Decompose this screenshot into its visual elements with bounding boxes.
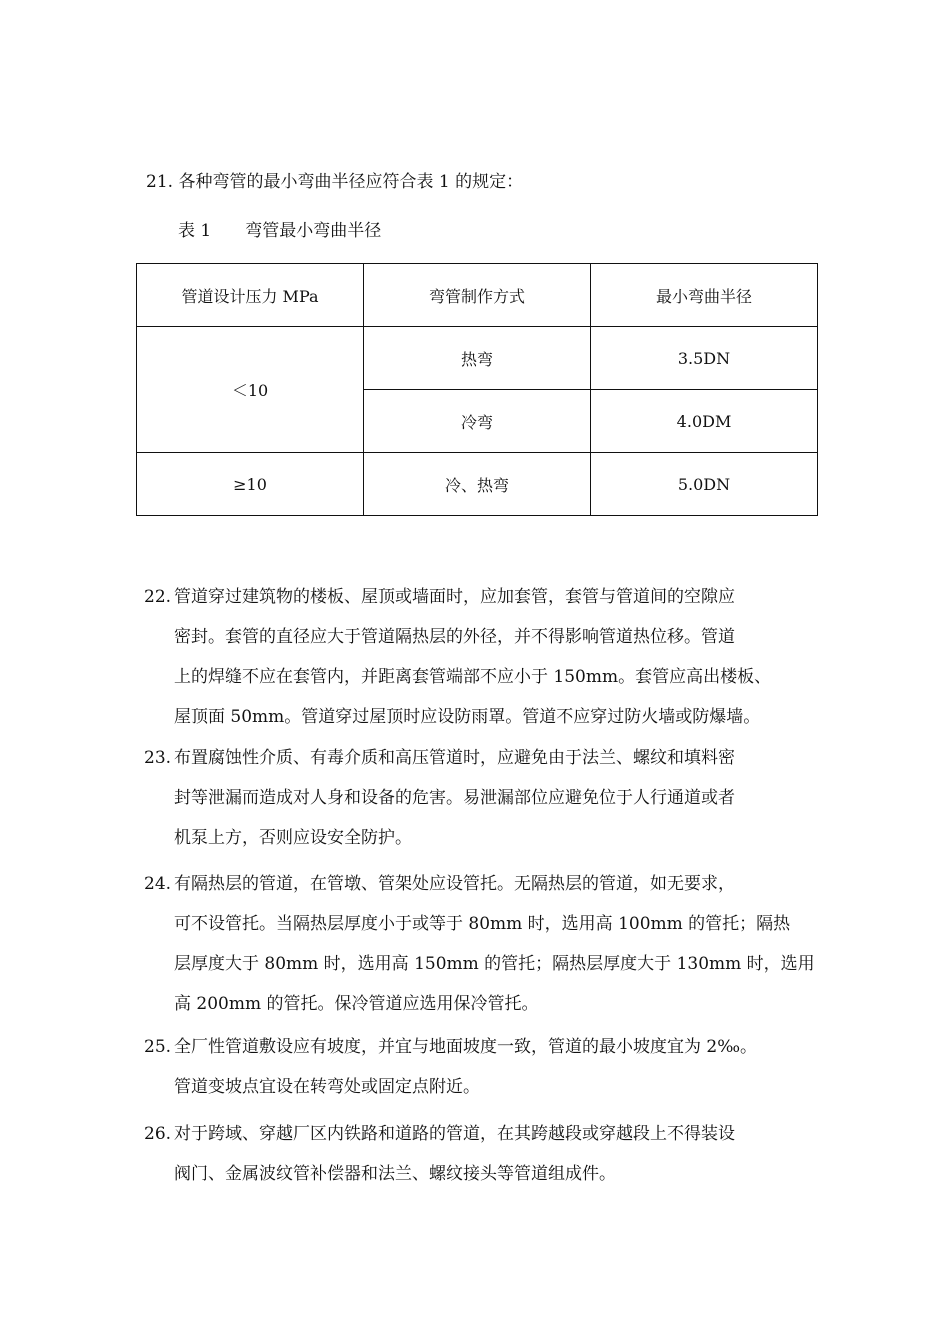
pressure-cell: ≥10 [137,453,364,516]
paragraph-number: 25. [144,1037,172,1057]
paragraph-line: 阀门、金属波纹管补偿器和法兰、螺纹接头等管道组成件。 [174,1164,616,1184]
paragraph-line: 全厂性管道敷设应有坡度，并宜与地面坡度一致，管道的最小坡度宜为 2‰。 [174,1037,758,1057]
pressure-cell: ＜10 [137,327,364,453]
radius-cell: 4.0DM [591,390,818,453]
method-cell: 热弯 [364,327,591,390]
paragraph-line: 管道变坡点宜设在转弯处或固定点附近。 [174,1077,480,1097]
paragraph-line: 层厚度大于 80mm 时，选用高 150mm 的管托；隔热层厚度大于 130mm 时，选用 [174,954,815,974]
radius-cell: 3.5DN [591,327,818,390]
table-caption-label: 表 1 [178,221,212,241]
item-21 [146,170,523,194]
header-pressure: 管道设计压力 MPa [137,264,364,327]
paragraph-line: 封等泄漏而造成对人身和设备的危害。易泄漏部位应避免位于人行通道或者 [174,788,735,808]
header-method: 弯管制作方式 [364,264,591,327]
paragraph-line: 管道穿过建筑物的楼板、屋顶或墙面时，应加套管，套管与管道间的空隙应 [174,587,735,607]
table-caption [178,219,381,243]
paragraph-25 [144,1027,814,1107]
table-caption-title: 弯管最小弯曲半径 [245,221,382,241]
paragraph-line: 屋顶面 50mm。管道穿过屋顶时应设防雨罩。管道不应穿过防火墙或防爆墙。 [174,707,761,727]
paragraph-number: 26. [144,1124,172,1144]
item-number: 21. [146,172,174,192]
item-text: 各种弯管的最小弯曲半径应符合表 1 的规定： [178,172,524,192]
paragraph-line: 机泵上方，否则应设安全防护。 [174,828,412,848]
paragraph-line: 对于跨域、穿越厂区内铁路和道路的管道，在其跨越段或穿越段上不得装设 [174,1124,735,1144]
bend-radius-table [136,263,818,516]
table-header-row [137,264,818,327]
paragraph-number: 23. [144,748,172,768]
header-radius: 最小弯曲半径 [591,264,818,327]
paragraph-line: 上的焊缝不应在套管内，并距离套管端部不应小于 150mm。套管应高出楼板、 [174,667,772,687]
table-row [137,327,818,390]
method-cell: 冷弯 [364,390,591,453]
paragraph-number: 24. [144,874,172,894]
paragraph-26 [144,1114,814,1194]
paragraph-24 [144,864,814,1024]
paragraph-22 [144,577,814,737]
paragraph-line: 高 200mm 的管托。保冷管道应选用保冷管托。 [174,994,539,1014]
paragraph-23 [144,738,814,858]
radius-cell: 5.0DN [591,453,818,516]
method-cell: 冷、热弯 [364,453,591,516]
paragraph-number: 22. [144,587,172,607]
paragraph-line: 可不设管托。当隔热层厚度小于或等于 80mm 时，选用高 100mm 的管托；隔热 [174,914,791,934]
table-row [137,453,818,516]
paragraph-line: 密封。套管的直径应大于管道隔热层的外径，并不得影响管道热位移。管道 [174,627,735,647]
paragraph-line: 布置腐蚀性介质、有毒介质和高压管道时，应避免由于法兰、螺纹和填料密 [174,748,735,768]
paragraph-line: 有隔热层的管道，在管墩、管架处应设管托。无隔热层的管道，如无要求， [174,874,735,894]
